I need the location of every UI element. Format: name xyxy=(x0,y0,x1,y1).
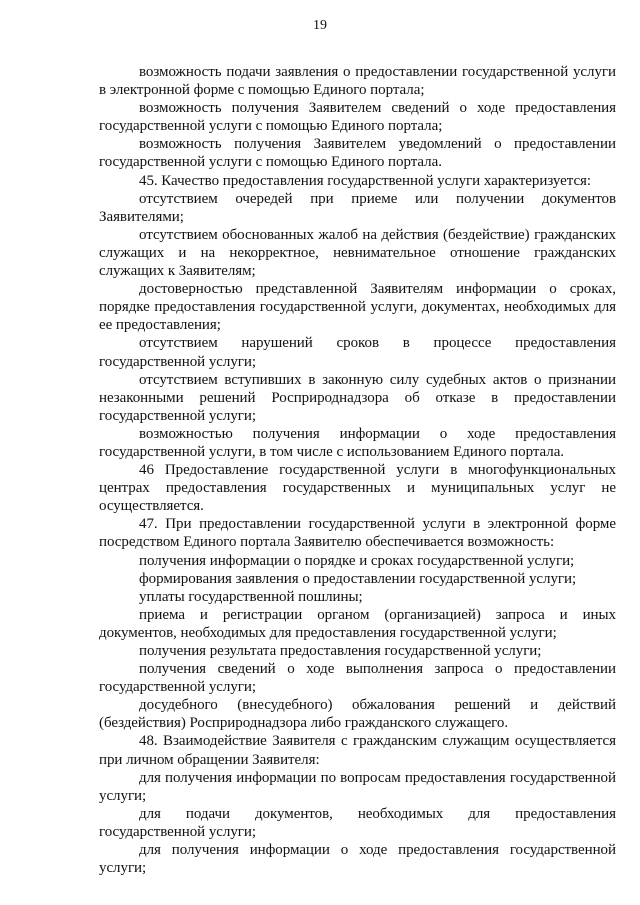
paragraph: 47. При предоставлении государственной услуги в электронной форме посредством Единого портала Заявителю обеспечивается возможность: xyxy=(99,516,616,551)
document-body xyxy=(99,63,616,877)
paragraph: достоверностью представленной Заявителям информации о сроках, порядке предоставления государственной услуги, документах, необходимых для ее предоставления; xyxy=(99,281,616,334)
paragraph: уплаты государственной пошлины; xyxy=(139,588,363,605)
paragraph: для получения информации по вопросам предоставления государственной услуги; xyxy=(99,769,616,804)
paragraph: возможность получения Заявителем сведений о ходе предоставления государственной услуги с помощью Единого портала; xyxy=(99,100,616,135)
paragraph: 48. Взаимодействие Заявителя с гражданским служащим осуществляется при личном обращении Заявителя: xyxy=(99,733,616,768)
paragraph: 45. Качество предоставления государственной услуги характеризуется: xyxy=(139,172,592,189)
page-number: 19 xyxy=(313,18,327,33)
paragraph: досудебного (внесудебного) обжалования решений и действий (бездействия) Росприроднадзора либо гражданского служащего. xyxy=(99,697,616,732)
paragraph: получения сведений о ходе выполнения запроса о предоставлении государственной услуги; xyxy=(99,661,616,696)
paragraph: приема и регистрации органом (организацией) запроса и иных документов, необходимых для предоставления государственной услуги; xyxy=(99,606,616,641)
paragraph: формирования заявления о предоставлении государственной услуги; xyxy=(139,570,577,587)
paragraph: отсутствием нарушений сроков в процессе предоставления государственной услуги; xyxy=(99,335,616,370)
paragraph: для получения информации о ходе предоставления государственной услуги; xyxy=(99,842,616,877)
paragraph: возможность подачи заявления о предоставлении государственной услуги в электронной форме с помощью Единого портала; xyxy=(99,64,616,99)
paragraph: возможность получения Заявителем уведомлений о предоставлении государственной услуги с помощью Единого портала. xyxy=(99,136,616,171)
paragraph: отсутствием очередей при приеме или получении документов Заявителями; xyxy=(99,190,616,225)
paragraph: возможностью получения информации о ходе предоставления государственной услуги, в том числе с использованием Единого портала. xyxy=(99,425,616,460)
paragraph: получения результата предоставления государственной услуги; xyxy=(139,643,542,659)
paragraph: 46 Предоставление государственной услуги в многофункциональных центрах предоставления государственных и муниципальных услуг не осуществляется. xyxy=(99,462,616,515)
paragraph: отсутствием обоснованных жалоб на действия (бездействие) гражданских служащих и на некорректное, невнимательное отношение гражданских служащих к Заявителям; xyxy=(99,226,616,280)
paragraph: для подачи документов, необходимых для предоставления государственной услуги; xyxy=(99,805,616,840)
paragraph: отсутствием вступивших в законную силу судебных актов о признании незаконными решений Росприроднадзора об отказе в предоставлении государственной услуги; xyxy=(99,371,616,424)
paragraph: получения информации о порядке и сроках государственной услуги; xyxy=(139,552,575,569)
